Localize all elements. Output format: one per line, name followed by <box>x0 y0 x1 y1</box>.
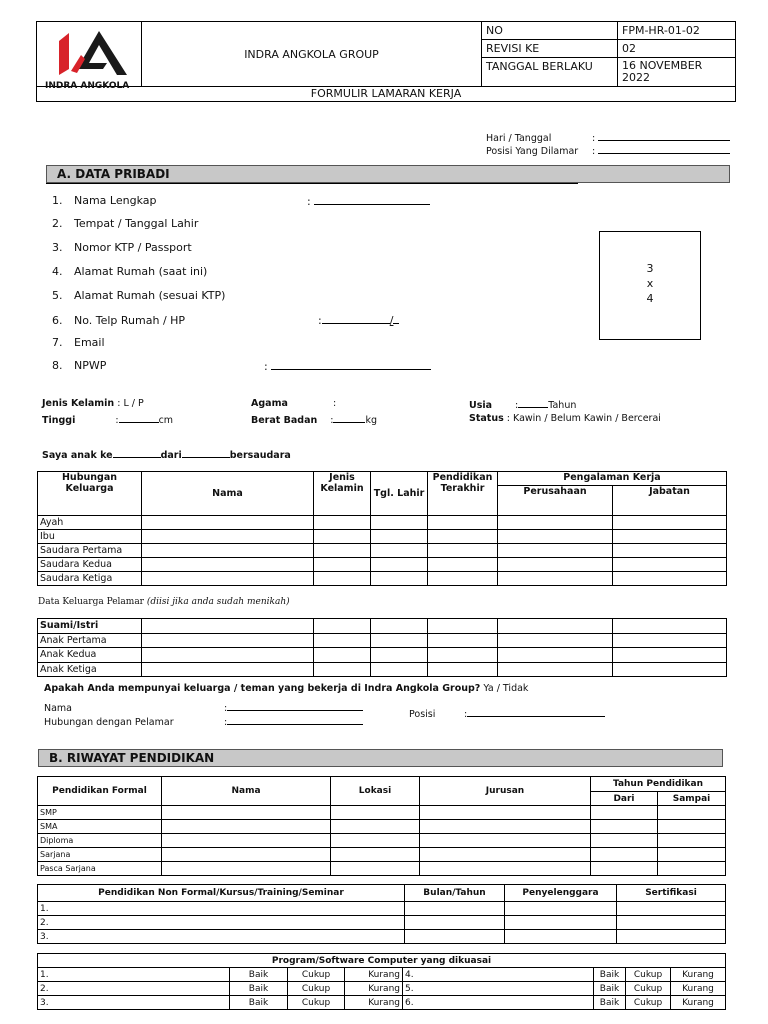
meta-value: FPM-HR-01-02 <box>618 22 736 40</box>
list-item: 5. Alamat Rumah (sesuai KTP) <box>52 289 226 302</box>
company-logo <box>37 25 141 91</box>
posisi-field[interactable]: Posisi : <box>409 707 605 720</box>
usia-field[interactable]: Usia : Tahun <box>469 400 577 411</box>
table-row[interactable]: Sarjana <box>38 848 726 862</box>
table-row[interactable]: Anak Ketiga <box>38 662 727 677</box>
family-table <box>37 471 727 586</box>
anak-ke[interactable]: Saya anak ke dari bersaudara <box>42 450 291 461</box>
spouse-table <box>37 618 727 677</box>
table-row[interactable]: 1. <box>38 902 726 916</box>
table-row[interactable]: Suami/Istri <box>38 619 727 634</box>
col-header: Pendidikan Non Formal/Kursus/Training/Seminar <box>38 885 405 902</box>
col-header: Pengalaman Kerja <box>498 472 727 486</box>
table-row[interactable]: SMP <box>38 806 726 820</box>
list-item: 4. Alamat Rumah (saat ini) <box>52 265 208 278</box>
col-header: Sampai <box>658 792 726 806</box>
list-item: 6. No. Telp Rumah / HP <box>52 314 186 327</box>
meta-label: REVISI KE <box>482 40 618 58</box>
berat-field[interactable]: Berat Badan : kg <box>251 415 378 426</box>
nonformal-table <box>37 884 726 944</box>
npwp-field[interactable]: : <box>264 360 431 373</box>
col-header: Tgl. Lahir <box>371 472 428 516</box>
table-row[interactable]: SMA <box>38 820 726 834</box>
company-name: INDRA ANGKOLA GROUP <box>142 22 482 87</box>
position-field[interactable] <box>598 144 730 154</box>
jenis-kelamin[interactable]: Jenis Kelamin : L / P <box>42 398 144 409</box>
table-row[interactable]: Diploma <box>38 834 726 848</box>
meta-value: 16 NOVEMBER 2022 <box>618 58 736 87</box>
spouse-caption: Data Keluarga Pelamar (diisi jika anda sudah menikah) <box>38 597 290 607</box>
logo-cell <box>37 22 142 91</box>
col-header: Lokasi <box>331 777 420 806</box>
col-header: Pendidikan Formal <box>38 777 162 806</box>
header-table <box>36 21 736 102</box>
table-row[interactable]: 3. Baik Cukup Kurang 6. Baik Cukup Kurang <box>38 996 726 1010</box>
col-header: Hubungan Keluarga <box>38 472 142 516</box>
status-field[interactable]: Status : Kawin / Belum Kawin / Bercerai <box>469 413 661 424</box>
table-row[interactable]: Pasca Sarjana <box>38 862 726 876</box>
col-header: Dari <box>591 792 658 806</box>
relatives-question[interactable]: Apakah Anda mempunyai keluarga / teman yang bekerja di Indra Angkola Group? Ya / Tidak <box>44 683 529 694</box>
telp-field[interactable]: : / <box>318 314 399 327</box>
table-row[interactable]: Anak Kedua <box>38 648 727 663</box>
col-header: Sertifikasi <box>617 885 726 902</box>
date-label: Hari / Tanggal <box>486 133 552 144</box>
table-row[interactable]: 3. <box>38 930 726 944</box>
relatives-fields[interactable]: Nama : Hubungan dengan Pelamar : <box>44 701 363 729</box>
list-item: 3. Nomor KTP / Passport <box>52 241 192 254</box>
agama-field[interactable]: : <box>333 398 337 409</box>
col-header: Perusahaan <box>498 486 613 516</box>
software-table <box>37 953 726 1010</box>
col-header: Tahun Pendidikan <box>591 777 726 792</box>
section-a-title: A. DATA PRIBADI <box>46 165 730 183</box>
col-header: Nama <box>162 777 331 806</box>
table-row[interactable]: 2. Baik Cukup Kurang 5. Baik Cukup Kurang <box>38 982 726 996</box>
divider <box>46 183 578 184</box>
meta-value: 02 <box>618 40 736 58</box>
table-row[interactable]: 1. Baik Cukup Kurang 4. Baik Cukup Kurang <box>38 968 726 982</box>
agama-label: Agama <box>251 398 288 409</box>
table-row[interactable]: Saudara Pertama <box>38 544 727 558</box>
date-field[interactable] <box>598 131 730 141</box>
education-table <box>37 776 726 876</box>
table-row[interactable]: Saudara Ketiga <box>38 572 727 586</box>
logo-mark-icon <box>37 25 141 83</box>
position-label: Posisi Yang Dilamar <box>486 146 579 157</box>
logo-text: INDRA ANGKOLA <box>45 81 130 91</box>
table-row[interactable]: Ibu <box>38 530 727 544</box>
col-header: Program/Software Computer yang dikuasai <box>38 954 726 968</box>
col-header: Bulan/Tahun <box>405 885 505 902</box>
tinggi-field[interactable]: Tinggi : cm <box>42 415 174 426</box>
section-b-title: B. RIWAYAT PENDIDIKAN <box>38 749 723 767</box>
col-header: Penyelenggara <box>505 885 617 902</box>
nama-field[interactable]: : <box>307 195 430 208</box>
form-title: FORMULIR LAMARAN KERJA <box>37 87 736 102</box>
table-row[interactable]: Ayah <box>38 516 727 530</box>
top-fields: Hari / Tanggal : Posisi Yang Dilamar : <box>486 131 730 157</box>
col-header: Jabatan <box>613 486 727 516</box>
list-item: 1. Nama Lengkap <box>52 194 157 207</box>
col-header: Nama <box>142 472 314 516</box>
col-header: Jurusan <box>420 777 591 806</box>
list-item: 7. Email <box>52 336 105 349</box>
table-row[interactable]: 2. <box>38 916 726 930</box>
photo-box[interactable]: 3 x 4 <box>599 231 701 340</box>
meta-label: NO <box>482 22 618 40</box>
list-item: 2. Tempat / Tanggal Lahir <box>52 217 199 230</box>
col-header: Jenis Kelamin <box>314 472 371 516</box>
meta-label: TANGGAL BERLAKU <box>482 58 618 87</box>
table-row[interactable]: Anak Pertama <box>38 633 727 648</box>
table-row[interactable]: Saudara Kedua <box>38 558 727 572</box>
list-item: 8. NPWP <box>52 359 107 372</box>
col-header: Pendidikan Terakhir <box>428 472 498 516</box>
